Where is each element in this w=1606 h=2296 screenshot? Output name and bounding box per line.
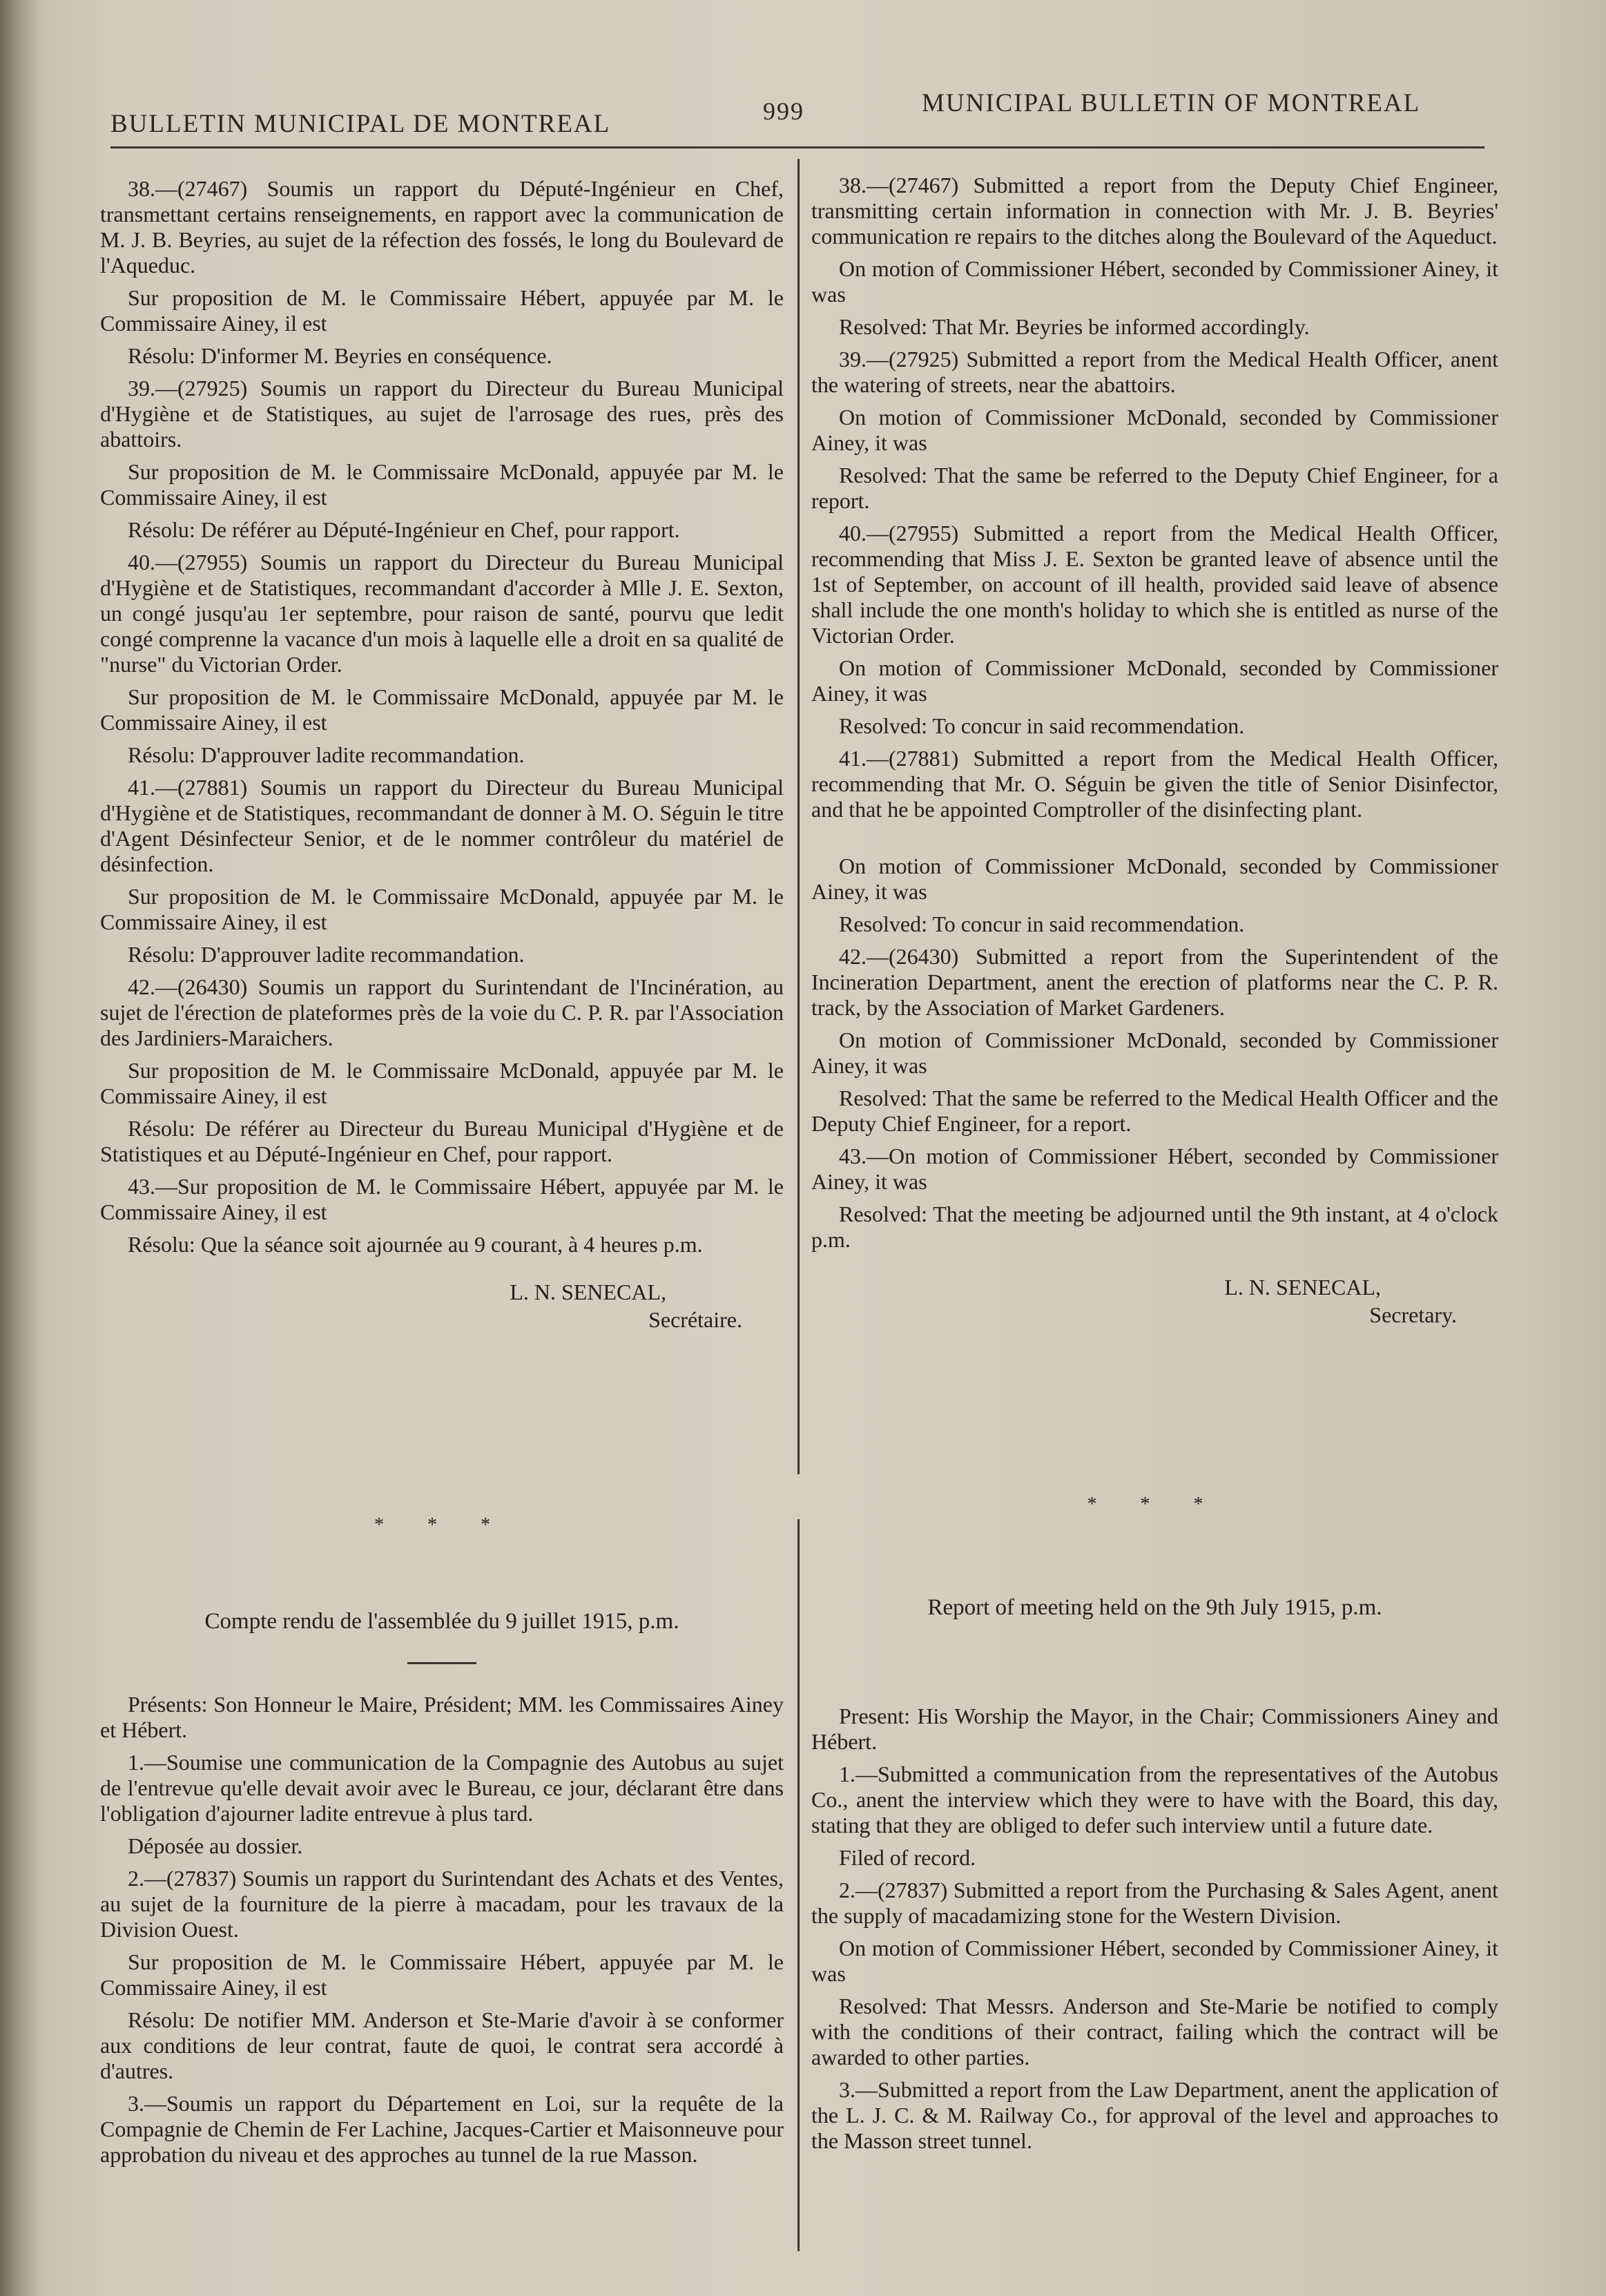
resolution-39-en: Resolved: That the same be referred to the Deputy Chief Engineer, for a report.: [811, 463, 1498, 513]
section-stars-fr: * * *: [374, 1514, 510, 1536]
resolution-42-en: Resolved: That the same be referred to the Medical Health Officer and the Deputy Chief Engineer, for a report.: [811, 1086, 1498, 1136]
motion-41-en: On motion of Commissioner McDonald, seconded by Commissioner Ainey, it was: [811, 853, 1498, 904]
motion-38-fr: Sur proposition de M. le Commissaire Hébert, appuyée par M. le Commissaire Ainey, il est: [100, 285, 784, 336]
motion-40-fr: Sur proposition de M. le Commissaire McDonald, appuyée par M. le Commissaire Ainey, il est: [100, 684, 784, 735]
signature-en: [811, 1273, 1498, 1329]
item-3-en: 3.—Submitted a report from the Law Department, anent the application of the L. J. C. & M. Railway Co., for approval of the level and approaches to the Masson street tunnel.: [811, 2077, 1498, 2153]
item-39-fr: 39.—(27925) Soumis un rapport du Directeur du Bureau Municipal d'Hygiène et de Statistiques, au sujet de l'arrosage des rues, près des abattoirs.: [100, 376, 784, 452]
resolution-40-en: Resolved: To concur in said recommendation.: [839, 713, 1245, 738]
resolution-41-en: Resolved: To concur in said recommendation.: [839, 911, 1245, 936]
page-number: 999: [763, 97, 804, 125]
resolution-2-en: Resolved: That Messrs. Anderson and Ste-Marie be notified to comply with the conditions of their contract, failing which the contract will be awarded to other parties.: [811, 1994, 1498, 2070]
signature-name-en: L. N. SENECAL,: [1224, 1275, 1381, 1300]
resolution-40-fr: Résolu: D'approuver ladite recommandation.: [128, 742, 525, 767]
resolution-43-fr: Résolu: Que la séance soit ajournée au 9 courant, à 4 heures p.m.: [128, 1232, 703, 1257]
resolution-43-en: Resolved: That the meeting be adjourned until the 9th instant, at 4 o'clock p.m.: [811, 1202, 1498, 1252]
signature-fr: [100, 1278, 784, 1333]
motion-40-en: On motion of Commissioner McDonald, seconded by Commissioner Ainey, it was: [811, 655, 1498, 706]
resolution-39-fr: Résolu: De référer au Député-Ingénieur en Chef, pour rapport.: [128, 517, 680, 542]
item-43-fr: 43.—Sur proposition de M. le Commissaire Hébert, appuyée par M. le Commissaire Ainey, il est: [100, 1174, 784, 1224]
item-41-en: 41.—(27881) Submitted a report from the Medical Health Officer, recommending that Mr. O. Séguin be given the title of Senior Disinfector, and that he be appointed Comptroller of the disinfecting plant.: [811, 746, 1498, 822]
signature-role-fr: Secrétaire.: [648, 1307, 742, 1332]
filed-fr: Déposée au dossier.: [128, 1833, 303, 1858]
english-meeting-report: [811, 1567, 1498, 2161]
present-fr: Présents: Son Honneur le Maire, Président; MM. les Commissaires Ainey et Hébert.: [100, 1692, 784, 1742]
motion-41-fr: Sur proposition de M. le Commissaire McDonald, appuyée par M. le Commissaire Ainey, il est: [100, 884, 784, 934]
item-42-en: 42.—(26430) Submitted a report from the Superintendent of the Incineration Department, anent the erection of platforms near the C. P. R. track, by the Association of Market Gardeners.: [811, 944, 1498, 1020]
column-divider-bottom: [797, 1519, 800, 2251]
item-38-fr: 38.—(27467) Soumis un rapport du Député-Ingénieur en Chef, transmettant certains renseignements, en rapport avec la communication de M. J. B. Beyries, au sujet de la réfection des fossés, le long du Boulevard de l'Aqueduc.: [100, 176, 784, 278]
header-rule: [110, 146, 1484, 148]
motion-2-fr: Sur proposition de M. le Commissaire Hébert, appuyée par M. le Commissaire Ainey, il est: [100, 1949, 784, 2000]
motion-38-en: On motion of Commissioner Hébert, seconded by Commissioner Ainey, it was: [811, 256, 1498, 307]
motion-42-fr: Sur proposition de M. le Commissaire McDonald, appuyée par M. le Commissaire Ainey, il est: [100, 1058, 784, 1108]
meeting-title-en: Report of meeting held on the 9th July 1915, p.m.: [927, 1595, 1382, 1620]
title-spacer-en: [811, 1641, 1498, 1704]
item-41-fr: 41.—(27881) Soumis un rapport du Directeur du Bureau Municipal d'Hygiène et de Statistiques, recommandant de donner à M. O. Séguin le titre d'Agent Désinfecteur Senior, et de le nommer contrôleur du matériel de désinfection.: [100, 775, 784, 876]
resolution-41-fr: Résolu: D'approuver ladite recommandation.: [128, 942, 525, 967]
item-38-en: 38.—(27467) Submitted a report from the Deputy Chief Engineer, transmitting certain information in connection with Mr. J. B. Beyries' communication re repairs to the ditches along the Boulevard of the Aqueduct.: [811, 173, 1498, 249]
column-divider-top: [797, 159, 800, 1474]
item-40-fr: 40.—(27955) Soumis un rapport du Directeur du Bureau Municipal d'Hygiène et de Statistiques, recommandant d'accorder à Mlle J. E. Sexton, un congé jusqu'au 1er septembre, pour raison de santé, pourvu que ledit congé comprenne la vacance d'un mois à laquelle elle a droit en sa qualité de "nurse" du Victorian Order.: [100, 550, 784, 677]
english-column-lower-stars: [811, 1492, 1498, 1517]
running-header: [104, 81, 1484, 138]
header-french-title: BULLETIN MUNICIPAL DE MONTREAL: [110, 110, 611, 138]
meeting-title-fr: Compte rendu de l'assemblée du 9 juillet 1915, p.m.: [204, 1609, 679, 1634]
item-40-en: 40.—(27955) Submitted a report from the Medical Health Officer, recommending that Miss J. E. Sexton be granted leave of absence until the 1st of September, on account of ill health, provided said leave of absence shall include the one month's holiday to which she is entitled as nurse of the Victorian Order.: [811, 521, 1498, 648]
item-43-en: 43.—On motion of Commissioner Hébert, seconded by Commissioner Ainey, it was: [811, 1144, 1498, 1194]
signature-name-fr: L. N. SENECAL,: [510, 1280, 666, 1304]
item-2-en: 2.—(27837) Submitted a report from the Purchasing & Sales Agent, anent the supply of macadamizing stone for the Western Division.: [811, 1878, 1498, 1928]
signature-role-en: Secretary.: [1369, 1302, 1457, 1327]
resolution-38-en: Resolved: That Mr. Beyries be informed accordingly.: [839, 314, 1310, 339]
english-column: [811, 173, 1498, 1329]
motion-39-fr: Sur proposition de M. le Commissaire McDonald, appuyée par M. le Commissaire Ainey, il est: [100, 459, 784, 510]
motion-39-en: On motion of Commissioner McDonald, seconded by Commissioner Ainey, it was: [811, 405, 1498, 455]
french-column: [100, 176, 784, 1333]
header-english-title: MUNICIPAL BULLETIN OF MONTREAL: [922, 89, 1421, 117]
resolution-38-fr: Résolu: D'informer M. Beyries en conséquence.: [128, 343, 552, 368]
section-stars-en: * * *: [1087, 1494, 1223, 1515]
motion-42-en: On motion of Commissioner McDonald, seconded by Commissioner Ainey, it was: [811, 1028, 1498, 1078]
motion-2-en: On motion of Commissioner Hébert, seconded by Commissioner Ainey, it was: [811, 1936, 1498, 1986]
french-column-lower-stars: [100, 1512, 784, 1538]
french-meeting-report: [100, 1581, 784, 2174]
item-3-fr: 3.—Soumis un rapport du Département en Loi, sur la requête de la Compagnie de Chemin de Fer Lachine, Jacques-Cartier et Maisonneuve pour approbation du niveau et des approches au tunnel de la rue Masson.: [100, 2091, 784, 2167]
present-en: Present: His Worship the Mayor, in the Chair; Commissioners Ainey and Hébert.: [811, 1704, 1498, 1754]
title-rule-fr: [407, 1662, 476, 1664]
filed-en: Filed of record.: [839, 1845, 976, 1870]
resolution-42-fr: Résolu: De référer au Directeur du Bureau Municipal d'Hygiène et de Statistiques et au Député-Ingénieur en Chef, pour rapport.: [100, 1116, 784, 1166]
item-1-en: 1.—Submitted a communication from the representatives of the Autobus Co., anent the interview which they were to have with the Board, this day, stating that they are obliged to defer such interview until a future date.: [811, 1762, 1498, 1837]
item-1-fr: 1.—Soumise une communication de la Compagnie des Autobus au sujet de l'entrevue qu'elle devait avoir avec le Bureau, ce jour, déclarant être dans l'obligation d'ajourner ladite entrevue à plus tard.: [100, 1750, 784, 1826]
item-2-fr: 2.—(27837) Soumis un rapport du Surintendant des Achats et des Ventes, au sujet de la fourniture de la pierre à macadam, pour les travaux de la Division Ouest.: [100, 1866, 784, 1942]
resolution-2-fr: Résolu: De notifier MM. Anderson et Ste-Marie d'avoir à se conformer aux conditions de leur contrat, faute de quoi, le contrat sera accordé à d'autres.: [100, 2007, 784, 2083]
item-42-fr: 42.—(26430) Soumis un rapport du Surintendant de l'Incinération, au sujet de l'érection de plateformes près de la voie du C. P. R. par l'Association des Jardiniers-Maraichers.: [100, 974, 784, 1050]
item-39-en: 39.—(27925) Submitted a report from the Medical Health Officer, anent the watering of streets, near the abattoirs.: [811, 347, 1498, 397]
